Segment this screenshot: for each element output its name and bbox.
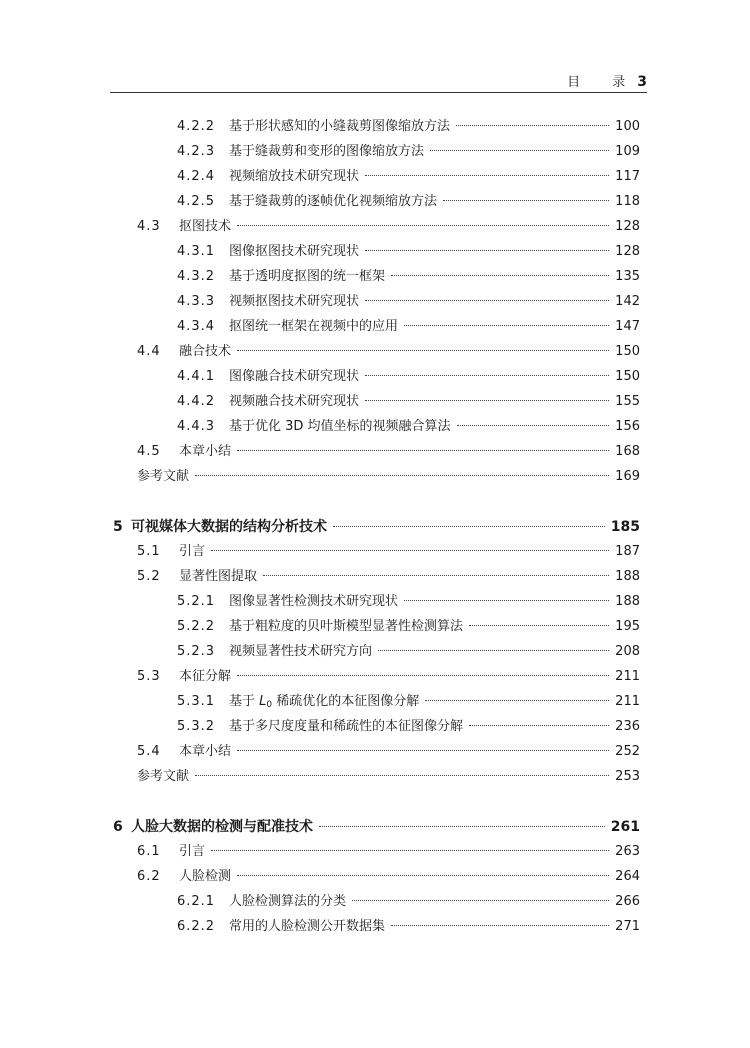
- dot-leader: [195, 475, 609, 476]
- toc-entry-title: 引言: [179, 844, 206, 859]
- dot-leader: [456, 125, 609, 126]
- toc-entry-title: 基于透明度抠图的统一框架: [229, 269, 386, 284]
- toc-entry-page: 264: [615, 869, 640, 884]
- toc-entry[interactable]: [137, 740, 640, 764]
- dot-leader: [237, 225, 609, 226]
- toc-entry-page: 266: [615, 894, 640, 909]
- toc-entry-number: 4.5: [137, 444, 161, 459]
- dot-leader: [469, 625, 609, 626]
- toc-entry-title: 本章小结: [179, 744, 232, 759]
- toc-entry[interactable]: [177, 590, 640, 614]
- toc-entry-number: 5.2.1: [177, 594, 216, 609]
- toc-entry-number: 4.4.1: [177, 369, 216, 384]
- toc-entry-title: 常用的人脸检测公开数据集: [229, 919, 386, 934]
- toc-entry-page: 155: [615, 394, 640, 409]
- toc-entry-title: 人脸大数据的检测与配准技术: [131, 819, 313, 835]
- toc-entry-title: 抠图技术: [179, 219, 232, 234]
- dot-leader: [443, 200, 609, 201]
- toc-entry-page: 168: [615, 444, 640, 459]
- dot-leader: [404, 600, 609, 601]
- toc-entry-page: 117: [615, 169, 640, 184]
- toc-entry-page: 142: [615, 294, 640, 309]
- toc-entry[interactable]: [177, 890, 640, 914]
- dot-leader: [430, 150, 609, 151]
- title-subscript: 0: [266, 700, 273, 710]
- toc-entry-title: 图像抠图技术研究现状: [229, 244, 360, 259]
- toc-entry[interactable]: [177, 240, 640, 264]
- toc-entry[interactable]: [113, 815, 640, 839]
- toc-entry-title: 显著性图提取: [179, 569, 258, 584]
- toc-entry-title: 参考文献: [137, 769, 190, 784]
- dot-leader: [365, 375, 609, 376]
- toc-entry-title: 抠图统一框架在视频中的应用: [229, 319, 399, 334]
- dot-leader: [237, 350, 609, 351]
- toc-entry[interactable]: [177, 415, 640, 439]
- title-variable: L: [259, 694, 267, 709]
- toc-entry[interactable]: [137, 840, 640, 864]
- dot-leader: [391, 275, 609, 276]
- dot-leader: [237, 875, 609, 876]
- toc-entry[interactable]: [177, 640, 640, 664]
- toc-entry-title: 可视媒体大数据的结构分析技术: [131, 519, 327, 535]
- toc-entry-page: 195: [615, 619, 640, 634]
- toc-entry-title: 融合技术: [179, 344, 232, 359]
- toc-entry[interactable]: [177, 315, 640, 339]
- toc-entry[interactable]: [177, 115, 640, 139]
- toc-entry[interactable]: [137, 340, 640, 364]
- toc-entry[interactable]: [177, 190, 640, 214]
- toc-entry-page: 185: [610, 519, 640, 535]
- toc-entry-number: 5: [113, 519, 124, 535]
- toc-entry-page: 135: [615, 269, 640, 284]
- toc-entry-title: 基于缝裁剪的逐帧优化视频缩放方法: [229, 194, 438, 209]
- toc-entry[interactable]: [177, 165, 640, 189]
- dot-leader: [319, 826, 605, 827]
- toc-entry-title: 引言: [179, 544, 206, 559]
- title-suffix: 稀疏优化的本征图像分解: [272, 694, 420, 709]
- toc-entry-number: 5.4: [137, 744, 161, 759]
- dot-leader: [457, 425, 610, 426]
- toc-entry[interactable]: [177, 390, 640, 414]
- toc-entry-page: 147: [615, 319, 640, 334]
- toc-entry[interactable]: [177, 290, 640, 314]
- toc-entry-number: 5.2.2: [177, 619, 216, 634]
- toc-entry-page: 261: [610, 819, 640, 835]
- toc-entry-title: 视频融合技术研究现状: [229, 394, 360, 409]
- toc-entry-page: 188: [615, 569, 640, 584]
- toc-entry[interactable]: [137, 215, 640, 239]
- toc-entry-number: 5.3.1: [177, 694, 216, 709]
- toc-entry-number: 6.2.1: [177, 894, 216, 909]
- toc-entry[interactable]: [137, 440, 640, 464]
- toc-entry-page: 128: [615, 219, 640, 234]
- toc-entry[interactable]: [177, 715, 640, 739]
- toc-entry-title: 图像融合技术研究现状: [229, 369, 360, 384]
- toc-entry[interactable]: [137, 865, 640, 889]
- dot-leader: [365, 175, 609, 176]
- toc-entry[interactable]: [137, 540, 640, 564]
- toc-entry-number: 5.1: [137, 544, 161, 559]
- toc-entry[interactable]: [177, 690, 640, 714]
- toc-entry[interactable]: [137, 465, 640, 489]
- toc-entry-page: 211: [615, 669, 640, 684]
- toc-entry-title: 基于优化 3D 均值坐标的视频融合算法: [229, 419, 451, 434]
- toc-entry-number: 4.4.2: [177, 394, 216, 409]
- dot-leader: [365, 250, 609, 251]
- toc-entry[interactable]: [177, 265, 640, 289]
- toc-entry-number: 6.2.2: [177, 919, 216, 934]
- toc-entry-number: 4.3: [137, 219, 161, 234]
- toc-entry-number: 4.3.2: [177, 269, 216, 284]
- toc-entry-title: 基于形状感知的小缝裁剪图像缩放方法: [229, 119, 451, 134]
- toc-entry-number: 4.2.4: [177, 169, 216, 184]
- toc-entry-number: 5.3.2: [177, 719, 216, 734]
- toc-entry-page: 208: [615, 644, 640, 659]
- dot-leader: [352, 900, 609, 901]
- toc-entry-number: 6.1: [137, 844, 161, 859]
- toc-entry-page: 271: [615, 919, 640, 934]
- toc-entry-title: 本章小结: [179, 444, 232, 459]
- toc-entry-number: 4.4.3: [177, 419, 216, 434]
- toc-entry-page: 252: [615, 744, 640, 759]
- toc-entry[interactable]: [177, 915, 640, 939]
- toc-entry-page: 263: [615, 844, 640, 859]
- toc-entry-number: 6: [113, 819, 124, 835]
- dot-leader: [391, 925, 609, 926]
- toc-entry-page: 150: [615, 369, 640, 384]
- dot-leader: [378, 650, 609, 651]
- toc-entry-title: 本征分解: [179, 669, 232, 684]
- toc-entry-page: 156: [615, 419, 640, 434]
- toc-entry-page: 100: [615, 119, 640, 134]
- dot-leader: [333, 526, 605, 527]
- dot-leader: [237, 750, 609, 751]
- toc-entry-page: 109: [615, 144, 640, 159]
- dot-leader: [195, 775, 609, 776]
- toc-entry-page: 253: [615, 769, 640, 784]
- dot-leader: [469, 725, 609, 726]
- dot-leader: [237, 450, 609, 451]
- toc-entry-title: 视频抠图技术研究现状: [229, 294, 360, 309]
- toc-entry-title: 视频缩放技术研究现状: [229, 169, 360, 184]
- dot-leader: [237, 675, 609, 676]
- toc-entry-number: 4.3.1: [177, 244, 216, 259]
- dot-leader: [425, 700, 609, 701]
- toc-entry-number: 6.2: [137, 869, 161, 884]
- toc-entry[interactable]: [177, 615, 640, 639]
- running-header: [110, 70, 647, 93]
- dot-leader: [211, 850, 609, 851]
- toc-entry-title: 人脸检测: [179, 869, 232, 884]
- toc-entry-number: 5.2: [137, 569, 161, 584]
- toc-entry[interactable]: [177, 365, 640, 389]
- toc-entry-number: 4.2.2: [177, 119, 216, 134]
- toc-entry-number: 4.3.4: [177, 319, 216, 334]
- toc-entry-title: 视频显著性技术研究方向: [229, 644, 373, 659]
- toc-entry-title: [229, 690, 419, 717]
- toc-entry-title: 基于多尺度度量和稀疏性的本征图像分解: [229, 719, 464, 734]
- dot-leader: [404, 325, 609, 326]
- toc-entry-title: 基于粗粒度的贝叶斯模型显著性检测算法: [229, 619, 464, 634]
- toc-entry-title: 图像显著性检测技术研究现状: [229, 594, 399, 609]
- toc-entry-page: 188: [615, 594, 640, 609]
- toc-entry-title: 参考文献: [137, 469, 190, 484]
- toc-entry-page: 187: [615, 544, 640, 559]
- header-label: 目 录: [567, 75, 640, 90]
- toc-entry[interactable]: [137, 565, 640, 589]
- toc-entry[interactable]: [113, 515, 640, 539]
- toc-entry[interactable]: [177, 140, 640, 164]
- toc-entry-page: 118: [615, 194, 640, 209]
- toc-entry-number: 4.3.3: [177, 294, 216, 309]
- toc-entry-number: 4.4: [137, 344, 161, 359]
- toc-entry-title: 人脸检测算法的分类: [229, 894, 347, 909]
- toc-entry-page: 150: [615, 344, 640, 359]
- toc-entry-page: 236: [615, 719, 640, 734]
- dot-leader: [365, 400, 609, 401]
- dot-leader: [263, 575, 609, 576]
- toc-entry[interactable]: [137, 665, 640, 689]
- toc-entry-page: 211: [615, 694, 640, 709]
- toc-entry-page: 128: [615, 244, 640, 259]
- toc-entry-number: 4.2.5: [177, 194, 216, 209]
- toc-entry[interactable]: [137, 765, 640, 789]
- toc-entry-number: 5.3: [137, 669, 161, 684]
- toc-entry-number: 5.2.3: [177, 644, 216, 659]
- toc-entry-page: 169: [615, 469, 640, 484]
- title-prefix: 基于: [229, 694, 260, 709]
- dot-leader: [365, 300, 609, 301]
- dot-leader: [211, 550, 609, 551]
- toc-entry-number: 4.2.3: [177, 144, 216, 159]
- header-page-number: 3: [637, 74, 647, 90]
- toc-entry-title: 基于缝裁剪和变形的图像缩放方法: [229, 144, 425, 159]
